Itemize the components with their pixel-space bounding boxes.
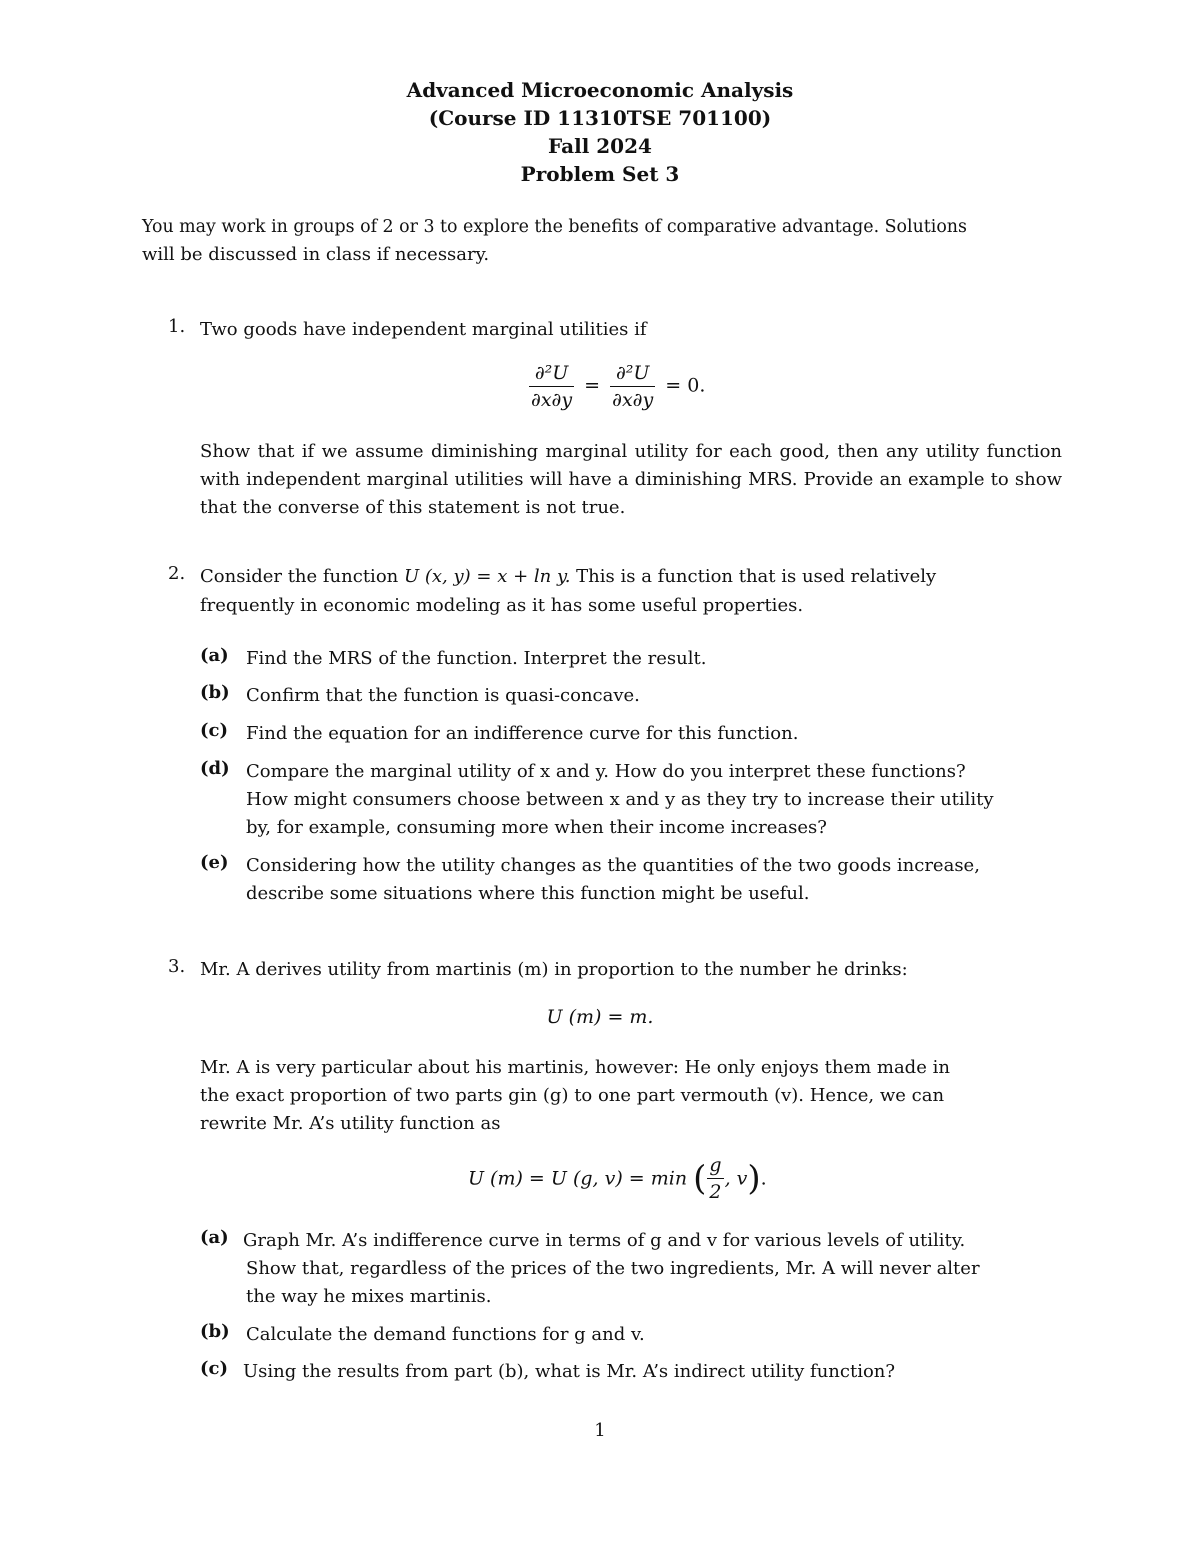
p3-part-a-line-3: the way he mixes martinis. [246, 1286, 492, 1307]
intro-line-1: You may work in groups of 2 or 3 to explore the benefits of comparative advantage. Solutions [142, 217, 967, 237]
p2-part-d-line-3: by, for example, consuming more when their income increases? [246, 817, 827, 838]
p2-part-d-line-2: How might consumers choose between x and y as they try to increase their utility [246, 789, 994, 810]
problem-3-body-line-2: the exact proportion of two parts gin (g) to one part vermouth (v). Hence, we can [200, 1085, 945, 1106]
problem-2-number: 2. [168, 563, 186, 584]
problem-3-body-line-1: Mr. A is very particular about his martinis, however: He only enjoys them made in [200, 1057, 950, 1078]
p2-part-b-text: Confirm that the function is quasi-concave. [246, 685, 640, 706]
p2-part-a-text: Find the MRS of the function. Interpret the result. [246, 648, 707, 669]
problem-set-title: Problem Set 3 [520, 162, 680, 186]
problem-2-lead-b: This is a function that is used relatively [570, 566, 937, 587]
problem-2-lead-a: Consider the function [200, 566, 404, 587]
intro-line-2: will be discussed in class if necessary. [142, 244, 490, 265]
eq2-tail: , v [724, 1167, 748, 1190]
eq-fraction-2-den: ∂x∂y [612, 389, 654, 411]
p3-part-a-line-1: Graph Mr. A’s indifference curve in terms of g and v for various levels of utility. [243, 1230, 966, 1251]
p2-part-a-label: (a) [200, 645, 229, 666]
problem-1-equation [525, 360, 705, 413]
problem-1-body: Show that if we assume diminishing marginal utility for each good, then any utility function with independent marginal utilities will have a diminishing MRS. Provide an example to show that the converse of this statement is not true. [200, 441, 1062, 518]
p2-part-e-label: (e) [200, 852, 229, 873]
eq-rhs: = 0. [665, 374, 706, 397]
eq2-close-paren: ) [747, 1158, 761, 1199]
p2-part-b-label: (b) [200, 682, 230, 703]
p2-part-c-label: (c) [200, 720, 228, 741]
eq-fraction-1-den: ∂x∂y [531, 389, 573, 411]
p2-part-d-line-1: Compare the marginal utility of x and y. How do you interpret these functions? [246, 761, 966, 782]
eq2-lhs: U (m) = U (g, v) = min [468, 1167, 688, 1190]
eq2-end: . [760, 1167, 767, 1190]
eq-fraction-2-num: ∂²U [610, 360, 655, 387]
problem-1-lead: Two goods have independent marginal utilities if [200, 319, 647, 340]
p3-part-a-line-2: Show that, regardless of the prices of the two ingredients, Mr. A will never alter [246, 1258, 980, 1279]
eq-equals: = [584, 374, 601, 397]
p2-part-c-text: Find the equation for an indifference curve for this function. [246, 723, 799, 744]
eq2-frac-num: g [707, 1152, 723, 1179]
eq-fraction-2 [610, 360, 655, 413]
intro-text [142, 213, 1062, 269]
problem-3-lead: Mr. A derives utility from martinis (m) in proportion to the number he drinks: [200, 959, 908, 980]
eq-fraction-1 [529, 360, 574, 413]
problem-3-body-line-3: rewrite Mr. A’s utility function as [200, 1113, 501, 1134]
problem-2-lead-line-2: frequently in economic modeling as it has some useful properties. [200, 595, 804, 616]
p2-part-e-line-1: Considering how the utility changes as the quantities of the two goods increase, [246, 855, 980, 876]
term: Fall 2024 [548, 134, 652, 158]
problem-3-number: 3. [168, 956, 186, 977]
p3-part-b-label: (b) [200, 1321, 230, 1342]
p3-part-a-label: (a) [200, 1227, 229, 1248]
course-id: (Course ID 11310TSE 701100) [428, 106, 772, 130]
problem-1-number: 1. [168, 316, 186, 337]
p2-part-e-line-2: describe some situations where this function might be useful. [246, 883, 810, 904]
p2-part-d-label: (d) [200, 758, 230, 779]
problem-2-lead [200, 563, 1062, 591]
problem-2-function: U (x, y) = x + ln y. [403, 566, 571, 587]
eq2-frac-den: 2 [709, 1181, 722, 1203]
eq-fraction-1-num: ∂²U [529, 360, 574, 387]
p3-part-c-text: Using the results from part (b), what is Mr. A’s indirect utility function? [243, 1361, 896, 1382]
page-number: 1 [594, 1420, 606, 1441]
course-title: Advanced Microeconomic Analysis [406, 78, 794, 102]
problem-3-equation-2 [468, 1152, 767, 1205]
problem-3-equation-1: U (m) = m. [546, 1006, 654, 1028]
eq2-open-paren: ( [693, 1158, 707, 1199]
p3-part-c-label: (c) [200, 1358, 228, 1379]
p3-part-b-text: Calculate the demand functions for g and v. [246, 1324, 645, 1345]
eq2-fraction [707, 1152, 723, 1205]
